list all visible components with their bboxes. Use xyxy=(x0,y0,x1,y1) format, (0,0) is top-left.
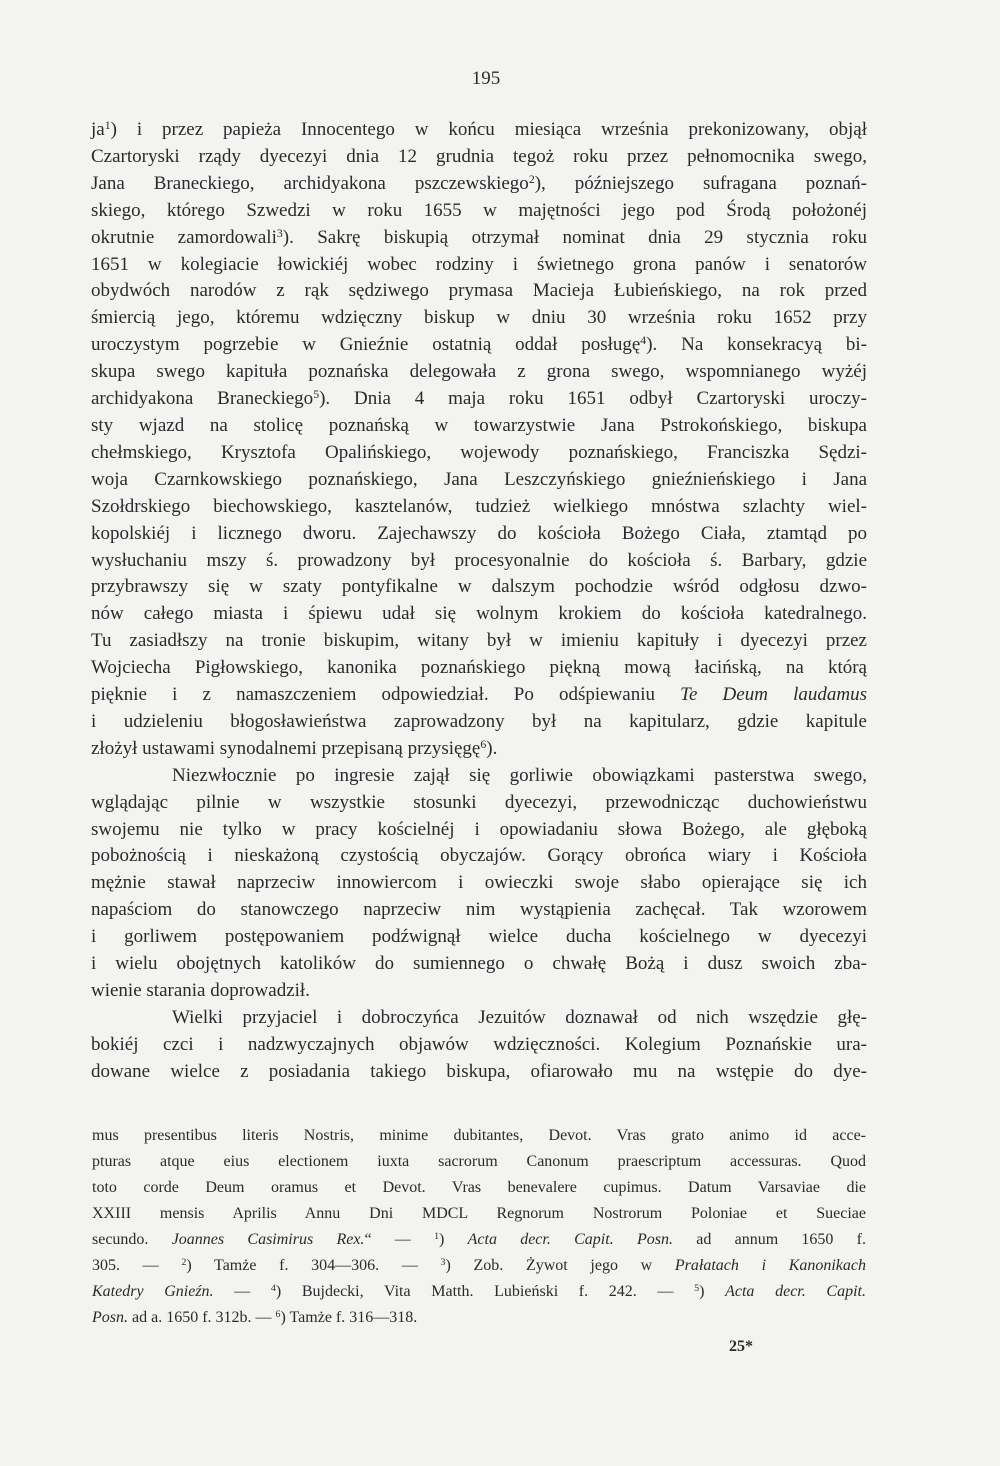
text-run: ). Sakrę biskupią otrzymał nominat dnia 29 stycznia roku xyxy=(282,226,867,248)
text-line xyxy=(91,305,867,332)
text-run: obydwóch narodów z rąk sędziwego prymasa Macieja Łubieńskiego, na rok przed xyxy=(91,280,867,302)
text-line xyxy=(91,709,867,736)
text-run: złożył ustawami synodalnemi przepisaną przysięgę xyxy=(91,737,481,759)
italic-text: Te Deum laudamus xyxy=(680,684,867,706)
footnote-marker: 1 xyxy=(434,1231,440,1243)
italic-text: Posn. xyxy=(92,1309,128,1326)
text-run: ) Zob. Żywot jego w xyxy=(445,1257,675,1274)
footnote-marker: 2 xyxy=(181,1257,187,1269)
text-line xyxy=(91,978,867,1005)
text-line xyxy=(91,386,867,413)
footnote-marker: 5 xyxy=(694,1283,700,1295)
text-run: chełmskiego, Krysztofa Opalińskiego, wojewody poznańskiego, Franciszka Sędzi- xyxy=(91,441,867,463)
text-line xyxy=(91,1059,867,1086)
main-text xyxy=(91,117,867,1086)
footnote-marker: 2 xyxy=(528,172,535,186)
text-run: okrutnie zamordowali xyxy=(91,226,277,248)
text-run: ad annum 1650 f. xyxy=(672,1231,867,1248)
text-line xyxy=(91,359,867,386)
text-run: — xyxy=(213,1283,271,1300)
text-run: ad a. 1650 f. 312b. — xyxy=(128,1309,276,1326)
text-run: uroczystym pogrzebie w Gnieźnie ostatnią oddał posługę xyxy=(91,334,641,356)
text-line xyxy=(91,225,867,252)
text-run: skupa swego kapituła poznańska delegowała z grona swego, wspomnianego wyżéj xyxy=(91,361,867,383)
text-run: ). Na konsekracyą bi- xyxy=(646,334,867,356)
footnote-marker: 6 xyxy=(480,737,487,751)
text-run: mężnie stawał naprzeciw innowiercom i owieczki swoje słabo opierające się ich xyxy=(91,872,867,894)
text-run: i udzieleniu błogosławieństwa zaprowadzony był na kapitularz, gdzie kapitule xyxy=(91,710,867,732)
text-line xyxy=(91,144,867,171)
text-line xyxy=(91,198,867,225)
text-line xyxy=(91,467,867,494)
footnote-marker: 5 xyxy=(313,388,320,402)
text-run: pięknie i z namaszczeniem odpowiedział. Po odśpiewaniu xyxy=(91,684,681,706)
text-run: pobożnością i nieskażoną czystością obyczajów. Gorący obrońca wiary i Kościoła xyxy=(91,845,867,867)
text-run: nów całego miasta i śpiewu udał się wolnym krokiem do kościoła katedralnego. xyxy=(91,603,867,625)
text-line xyxy=(91,548,867,575)
text-line xyxy=(91,278,867,305)
text-run: i wielu obojętnych katolików do sumiennego o chwałę Bożą i dusz swoich zba- xyxy=(91,953,867,975)
text-run: ) xyxy=(439,1231,468,1248)
text-line xyxy=(92,1227,866,1253)
text-run: ). xyxy=(486,737,498,759)
text-line xyxy=(91,601,867,628)
italic-text: Prałatach i Kanonikach xyxy=(674,1257,867,1274)
italic-text: Acta decr. Capit. xyxy=(725,1283,866,1300)
signature-mark: 25* xyxy=(729,1338,753,1355)
italic-text: Katedry Gnieźn. xyxy=(92,1283,214,1300)
text-line xyxy=(91,574,867,601)
text-line xyxy=(91,252,867,279)
text-run: ) Tamże f. 316—318. xyxy=(280,1309,418,1326)
text-run: bokiéj czci i nadzwyczajnych objawów wdzięczności. Kolegium Poznańskie ura- xyxy=(91,1033,867,1055)
text-run: secundo. xyxy=(92,1231,172,1248)
text-run: ). Dnia 4 maja roku 1651 odbył Czartoryski uroczy- xyxy=(319,388,867,410)
text-line xyxy=(91,951,867,978)
paragraph xyxy=(91,1005,867,1086)
text-run: woja Czarnkowskiego poznańskiego, Jana Leszczyńskiego gnieźnieńskiego i Jana xyxy=(91,468,867,490)
text-run: ) Tamże f. 304—306. — xyxy=(186,1257,441,1274)
text-line xyxy=(91,628,867,655)
text-run: ) Bujdecki, Vita Matth. Lubieński f. 242. — xyxy=(275,1283,695,1300)
text-line xyxy=(91,1005,867,1032)
text-line xyxy=(91,655,867,682)
footnotes xyxy=(92,1123,866,1331)
footnote-marker: 4 xyxy=(270,1283,276,1295)
text-run: ) xyxy=(699,1283,726,1300)
text-run: archidyakona Braneckiego xyxy=(91,388,314,410)
text-run: Wojciecha Pigłowskiego, kanonika poznańskiego piękną mową łacińską, na którą xyxy=(91,657,867,679)
text-run: Niezwłocznie po ingresie zajął się gorliwie obowiązkami pasterstwa swego, xyxy=(172,764,867,786)
text-line xyxy=(91,870,867,897)
text-run: dowane wielce z posiadania takiego biskupa, ofiarowało mu na wstępie do dye- xyxy=(91,1060,867,1082)
text-line xyxy=(91,117,867,144)
text-line xyxy=(91,897,867,924)
text-run: ), późniejszego sufragana poznań- xyxy=(534,172,867,194)
text-run: wienie starania doprowadził. xyxy=(91,980,310,1001)
text-run: Tu zasiadłszy na tronie biskupim, witany był w imieniu kapituły i dyecezyi przez xyxy=(91,630,867,652)
italic-text: Joannes Casimirus Rex. xyxy=(171,1231,365,1248)
footnote-marker: 6 xyxy=(275,1309,281,1321)
text-run: Wielki przyjaciel i dobroczyńca Jezuitów doznawał od nich wszędzie głę- xyxy=(172,1006,867,1028)
text-run: Czartoryski rządy dyecezyi dnia 12 grudnia tegoż roku przez pełnomocnika swego, xyxy=(91,145,867,167)
italic-text: Acta decr. Capit. Posn. xyxy=(467,1231,673,1248)
text-line xyxy=(91,790,867,817)
text-run: 305. — xyxy=(92,1257,182,1274)
text-line xyxy=(91,440,867,467)
text-line xyxy=(91,736,867,763)
text-run: przybrawszy się w szaty pontyfikalne w dalszym pochodzie wśród odgłosu dzwo- xyxy=(91,576,867,598)
text-line xyxy=(91,763,867,790)
footnote-marker: 4 xyxy=(640,334,647,348)
text-run: XXIII mensis Aprilis Annu Dni MDCL Regnorum Nostrorum Poloniae et Sueciae xyxy=(92,1205,866,1222)
text-run: skiego, którego Szwedzi w roku 1655 w majętności jego pod Środą położonéj xyxy=(91,199,867,221)
text-run: mus presentibus literis Nostris, minime dubitantes, Devot. Vras grato animo id acce- xyxy=(92,1127,866,1144)
text-line xyxy=(91,171,867,198)
text-line xyxy=(91,521,867,548)
text-run: kopolskiéj i licznego dworu. Zajechawszy do kościoła Bożego Ciała, ztamtąd po xyxy=(91,522,867,544)
text-line xyxy=(92,1149,866,1175)
footnote-marker: 3 xyxy=(276,226,283,240)
text-line xyxy=(91,817,867,844)
text-run: napaściom do stanowczego naprzeciw nim wystąpienia zachęcał. Tak wzorowem xyxy=(91,899,867,921)
text-run: pturas atque eius electionem iuxta sacrorum Canonum praescriptum accessuras. Quod xyxy=(92,1153,866,1170)
text-run: ja xyxy=(91,119,105,140)
text-line xyxy=(91,924,867,951)
text-run: i gorliwem postępowaniem podźwignął wielce ducha kościelnego w dyecezyi xyxy=(91,926,867,948)
text-line xyxy=(91,843,867,870)
paragraph xyxy=(91,763,867,1005)
text-line xyxy=(92,1201,866,1227)
footnote-marker: 3 xyxy=(440,1257,446,1269)
paragraph xyxy=(91,117,867,763)
text-run: swojemu nie tylko w pracy kościelnéj i opowiadaniu słowa Bożego, ale głęboką xyxy=(91,818,867,840)
text-line xyxy=(92,1123,866,1149)
text-line xyxy=(92,1253,866,1279)
text-line xyxy=(92,1305,866,1331)
page-number: 195 xyxy=(471,68,501,89)
text-line xyxy=(91,332,867,359)
text-run: ) i przez papieża Innocentego w końcu miesiąca września prekonizowany, objął xyxy=(110,119,867,140)
text-run: wglądając pilnie w wszystkie stosunki dyecezyi, przewodnicząc duchowieństwu xyxy=(91,791,867,813)
text-run: Szołdrskiego biechowskiego, kasztelanów, tudzież wielkiego mnóstwa szlachty wiel- xyxy=(91,495,867,517)
text-run: wysłuchaniu mszy ś. prowadzony był procesyonalnie do kościoła ś. Barbary, gdzie xyxy=(91,549,867,571)
text-line xyxy=(91,494,867,521)
footnote-marker: 1 xyxy=(104,119,111,133)
text-run: toto corde Deum oramus et Devot. Vras benevalere cupimus. Datum Varsaviae die xyxy=(92,1179,866,1196)
text-run: Jana Braneckiego, archidyakona pszczewskiego xyxy=(91,172,529,194)
text-run: śmiercią jego, któremu wdzięczny biskup w dniu 30 września roku 1652 przy xyxy=(91,307,867,329)
text-line xyxy=(92,1175,866,1201)
text-line xyxy=(91,682,867,709)
text-run: 1651 w kolegiacie łowickiéj wobec rodziny i świetnego grona panów i senatorów xyxy=(91,253,867,275)
text-run: “ — xyxy=(364,1231,435,1248)
text-run: sty wjazd na stolicę poznańską w towarzystwie Jana Pstrokońskiego, biskupa xyxy=(91,414,867,436)
text-line xyxy=(91,413,867,440)
text-line xyxy=(91,1032,867,1059)
text-line xyxy=(92,1279,866,1305)
